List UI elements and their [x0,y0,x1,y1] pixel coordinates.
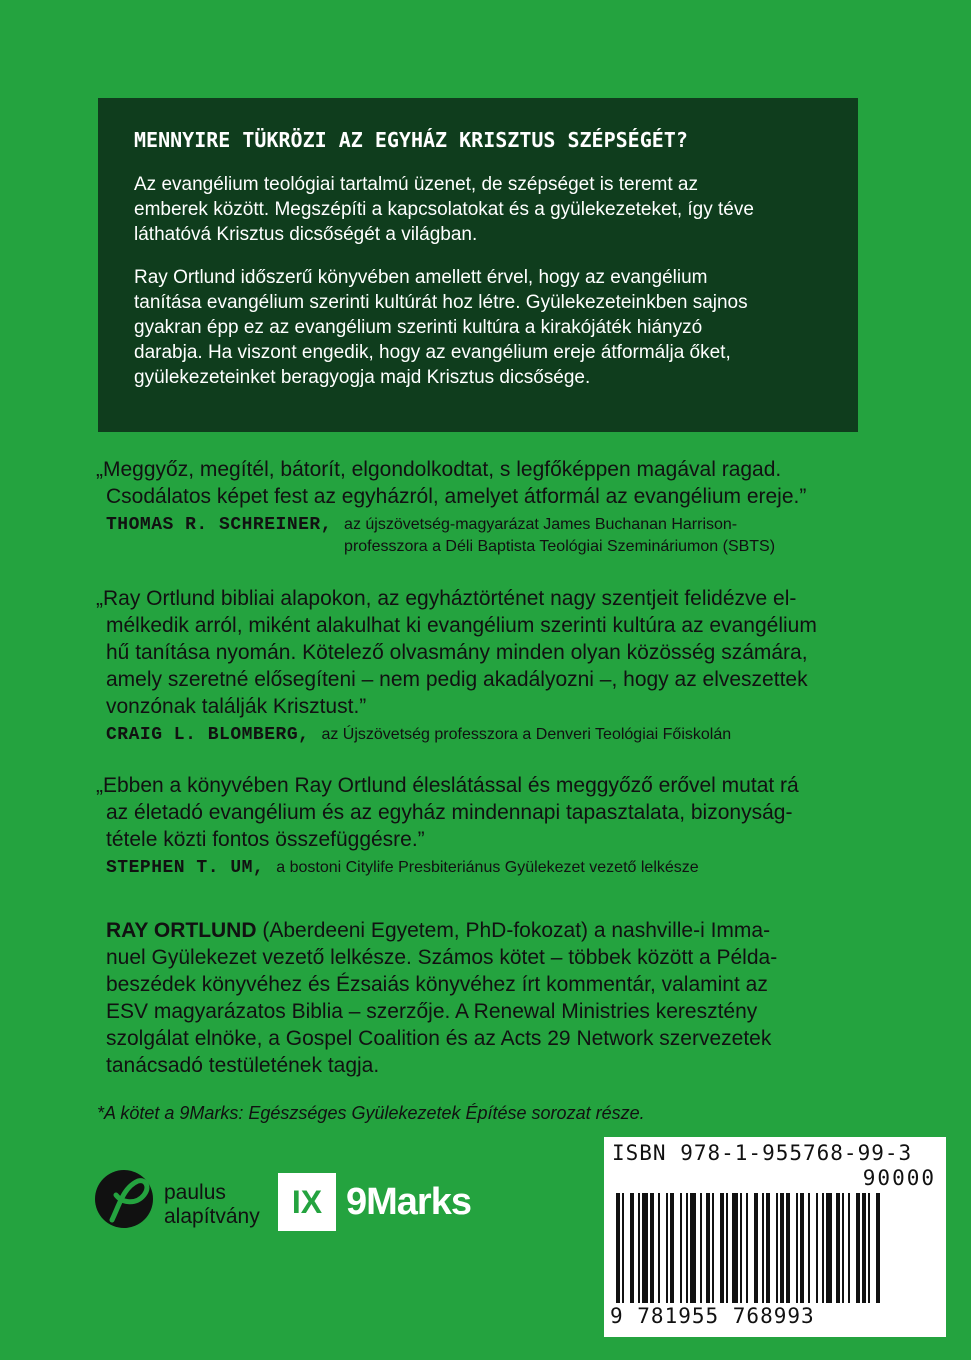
barcode-bar [726,1193,728,1303]
barcode-bar [780,1193,784,1303]
quote-line: mélkedik arról, miként alakulhat ki evangélium szerinti kultúra az evangélium [106,614,817,637]
blurb-box [98,98,858,432]
barcode-bar [746,1193,748,1303]
blurb-line: Az evangélium teológiai tartalmú üzenet, de szépséget is teremt az [134,174,698,195]
endorsement-blomberg [96,585,866,746]
barcode-bar [700,1193,702,1303]
barcode-bar [754,1193,758,1303]
quote-line: „Meggyőz, megítél, bátorít, elgondolkodtat, s legfőképpen magával ragad. [96,458,782,481]
barcode-bar [822,1193,824,1303]
quote-text [96,456,866,510]
quote-attribution [96,724,866,746]
paulus-text-line1: paulus [164,1181,226,1204]
paulus-text-line2: alapítvány [164,1205,260,1228]
paulus-mark-icon [90,1165,160,1235]
barcode-bar [766,1193,770,1303]
paulus-logo [90,1165,270,1235]
endorsement-schreiner [96,456,866,558]
author-bio [106,917,836,1079]
barcode-bar [670,1193,674,1303]
bio-line: tanácsadó testületének tagja. [106,1054,380,1077]
barcode-bar [808,1193,810,1303]
barcode-bar [856,1193,860,1303]
isbn-barcode [604,1137,946,1337]
barcode-bar [616,1193,620,1303]
blurb-line: tanítása evangélium szerinti kultúrát hoz létre. Gyülekezeteinkben sajnos [134,292,748,313]
barcode-bar [876,1193,880,1303]
ean-digits: 9 781955 768993 [610,1304,815,1328]
barcode-bar [622,1193,624,1303]
barcode-bar [776,1193,778,1303]
endorser-role [344,514,775,558]
bio-line: nuel Gyülekezet vezető lelkésze. Számos kötet – többek között a Példa- [106,946,778,969]
ix-mark: IX [278,1173,336,1231]
endorser-name: CRAIG L. BLOMBERG, [106,725,310,745]
quote-line: az életadó evangélium és az egyház mindennapi tapasztalata, bizonyság- [106,801,793,824]
barcode-bar [848,1193,850,1303]
barcode-bar [666,1193,668,1303]
quote-line: hű tanítása nyomán. Kötelező olvasmány minden olyan közösség számára, [106,641,808,664]
endorser-role: a bostoni Citylife Presbiteriánus Gyülekezet vezető lelkésze [276,859,699,876]
barcode-bar [712,1193,714,1303]
blurb-paragraph-2 [134,265,822,390]
bio-line: ESV magyarázatos Biblia – szerzője. A Renewal Ministries keresztény [106,1000,758,1023]
barcode-bar [836,1193,840,1303]
quote-line: amely szeretné elősegíteni – nem pedig akadályozni –, hogy az elveszettek [106,668,808,691]
barcode-bar [868,1193,870,1303]
author-name: RAY ORTLUND [106,919,257,942]
blurb-line: gyülekezeteinket beragyogja majd Krisztus dicsősége. [134,367,591,388]
quote-line: tétele közti fontos összefüggésre.” [106,828,425,851]
role-line: professzora a Déli Baptista Teológiai Szemináriumon (SBTS) [344,538,776,555]
barcode-bar [786,1193,790,1303]
barcode-bar [630,1193,634,1303]
blurb-heading: MENNYIRE TÜKRÖZI AZ EGYHÁZ KRISZTUS SZÉPSÉGÉT? [134,128,688,152]
blurb-line: láthatóvá Krisztus dicsőségét a világban. [134,224,478,245]
bio-line: (Aberdeeni Egyetem, PhD-fokozat) a nashville-i Imma- [256,919,771,942]
ninemarks-wordmark: 9Marks [346,1180,471,1223]
barcode-bar [706,1193,710,1303]
barcode-bar [680,1193,682,1303]
quote-attribution [96,857,866,879]
barcode-bar [762,1193,764,1303]
barcode-bar [732,1193,738,1303]
barcode-bar [658,1193,660,1303]
bio-line: szolgálat elnöke, a Gospel Coalition és az Acts 29 Network szervezetek [106,1027,772,1050]
barcode-bar [642,1193,648,1303]
barcode-bar [842,1193,844,1303]
quote-line: Csodálatos képet fest az egyházról, amelyet átformál az evangélium ereje.” [106,485,807,508]
barcode-bars-icon [612,1193,938,1303]
barcode-bar [690,1193,696,1303]
blurb-line: emberek között. Megszépíti a kapcsolatokat és a gyülekezeteket, így téve [134,199,754,220]
endorser-role: az Újszövetség professzora a Denveri Teológiai Főiskolán [321,726,732,743]
price-code: 90000 [862,1166,936,1190]
blurb-paragraph-1 [134,172,822,247]
barcode-bar [638,1193,640,1303]
barcode-bar [740,1193,742,1303]
barcode-bar [686,1193,688,1303]
quote-line: vonzónak találják Krisztust.” [106,695,367,718]
ninemarks-logo [278,1173,471,1231]
endorser-name: THOMAS R. SCHREINER, [106,515,333,535]
barcode-bar [796,1193,798,1303]
quote-text [96,772,866,853]
endorser-name: STEPHEN T. UM, [106,858,265,878]
endorsement-um [96,772,866,879]
series-note: *A kötet a 9Marks: Egészséges Gyülekezetek Építése sorozat része. [97,1103,645,1123]
barcode-bar [862,1193,866,1303]
quote-line: „Ray Ortlund bibliai alapokon, az egyháztörténet nagy szentjeit felidézve el- [96,587,797,610]
role-line: az újszövetség-magyarázat James Buchanan Harrison- [344,516,738,533]
quote-text [96,585,866,720]
barcode-bar [826,1193,832,1303]
quote-line: „Ebben a könyvében Ray Ortlund éleslátással és meggyőző erővel mutat rá [96,774,799,797]
barcode-bar [800,1193,804,1303]
blurb-line: darabja. Ha viszont engedik, hogy az evangélium ereje átformálja őket, [134,342,731,363]
blurb-line: Ray Ortlund időszerű könyvében amellett érvel, hogy az evangélium [134,267,708,288]
blurb-line: gyakran épp ez az evangélium szerinti kultúra a kirakójáték hiányzó [134,317,703,338]
barcode-bar [720,1193,724,1303]
barcode-bar [650,1193,654,1303]
quote-attribution [96,514,866,558]
isbn-text: ISBN 978-1-955768-99-3 [612,1141,913,1165]
barcode-bar [816,1193,818,1303]
bio-line: beszédek könyvéhez és Ézsaiás könyvéhez írt kommentár, valamint az [106,973,768,996]
